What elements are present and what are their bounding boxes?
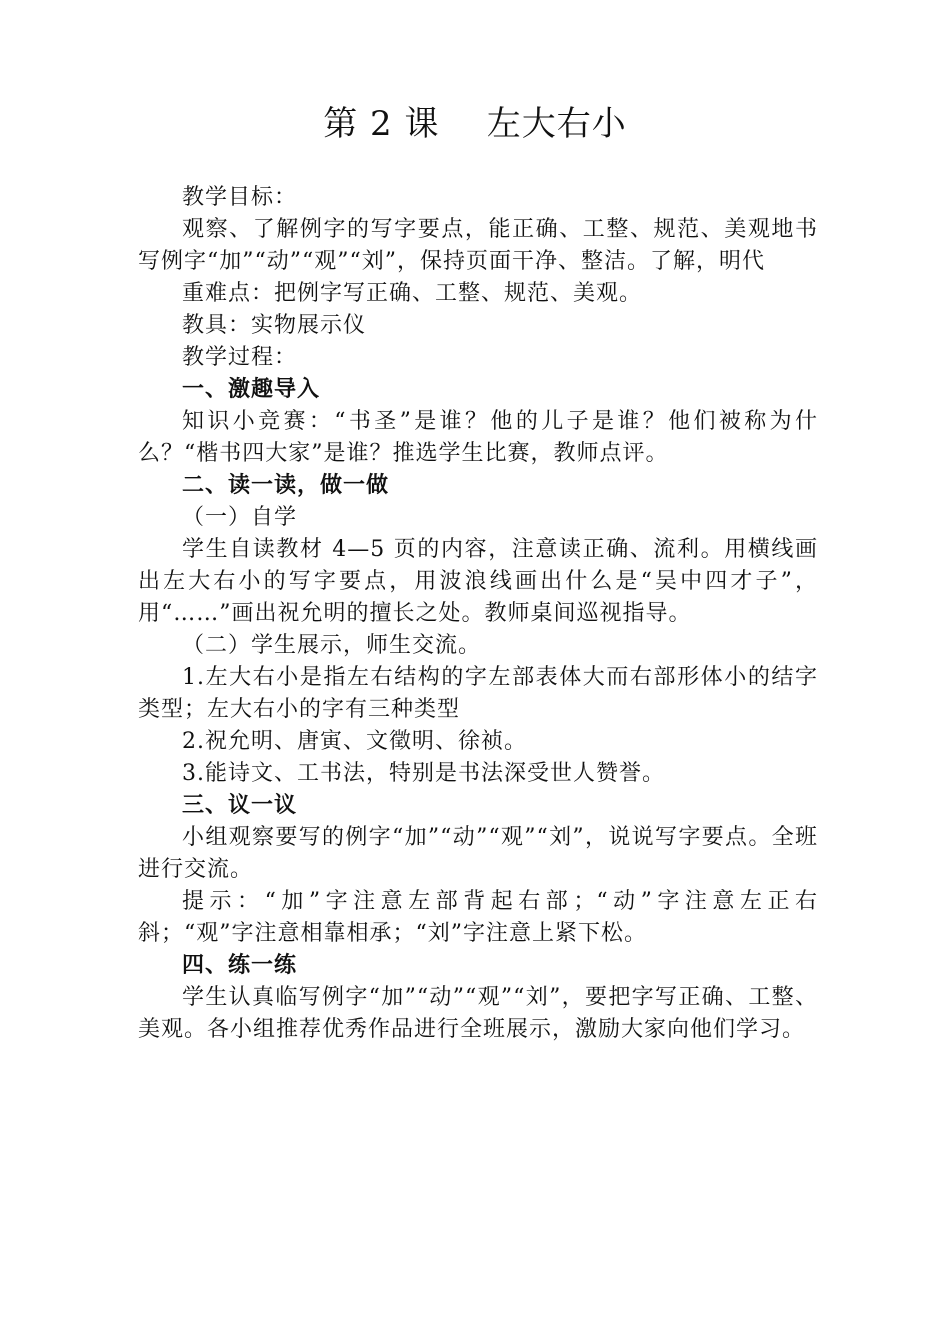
document-title: 第 2 课 左大右小	[323, 104, 627, 144]
section-heading: 四、练一练	[182, 953, 298, 978]
paragraph: 观察、了解例字的写字要点，能正确、工整、规范、美观地书写例字“加”“动”“观”“刘”，保持页面干净、整洁。了解，明代	[138, 217, 818, 274]
paragraph: 教具：实物展示仪	[182, 313, 367, 338]
paragraph: 知识小竞赛：“书圣”是谁？他的儿子是谁？他们被称为什么？“楷书四大家”是谁？推选学生比赛，教师点评。	[138, 409, 818, 466]
paragraph: 提示：“加”字注意左部背起右部；“动”字注意左正右斜；“观”字注意相靠相承；“刘”字注意上紧下松。	[138, 889, 818, 946]
paragraph: 教学过程：	[182, 345, 298, 370]
paragraph: 2.祝允明、唐寅、文徵明、徐祯。	[182, 729, 527, 754]
paragraph: （二）学生展示，师生交流。	[182, 633, 482, 658]
paragraph: 重难点：把例字写正确、工整、规范、美观。	[182, 281, 643, 306]
paragraph: 小组观察要写的例字“加”“动”“观”“刘”，说说写字要点。全班进行交流。	[138, 825, 818, 882]
paragraph: 学生自读教材 4—5 页的内容，注意读正确、流利。用横线画出左大右小的写字要点，用波浪线画出什么是“吴中四才子”，用“……”画出祝允明的擅长之处。教师桌间巡视指导。	[138, 537, 818, 626]
section-heading: 三、议一议	[182, 793, 298, 818]
paragraph: 3.能诗文、工书法，特别是书法深受世人赞誉。	[182, 761, 665, 786]
section-heading: 二、读一读，做一做	[182, 473, 390, 498]
section-heading: 一、激趣导入	[182, 377, 321, 402]
paragraph: 教学目标：	[182, 185, 298, 210]
paragraph: 1.左大右小是指左右结构的字左部表体大而右部形体小的结字类型；左大右小的字有三种类型	[138, 665, 818, 722]
paragraph: 学生认真临写例字“加”“动”“观”“刘”，要把字写正确、工整、美观。各小组推荐优秀作品进行全班展示，激励大家向他们学习。	[138, 985, 818, 1042]
document-body	[138, 182, 818, 1046]
paragraph: （一）自学	[182, 505, 298, 530]
